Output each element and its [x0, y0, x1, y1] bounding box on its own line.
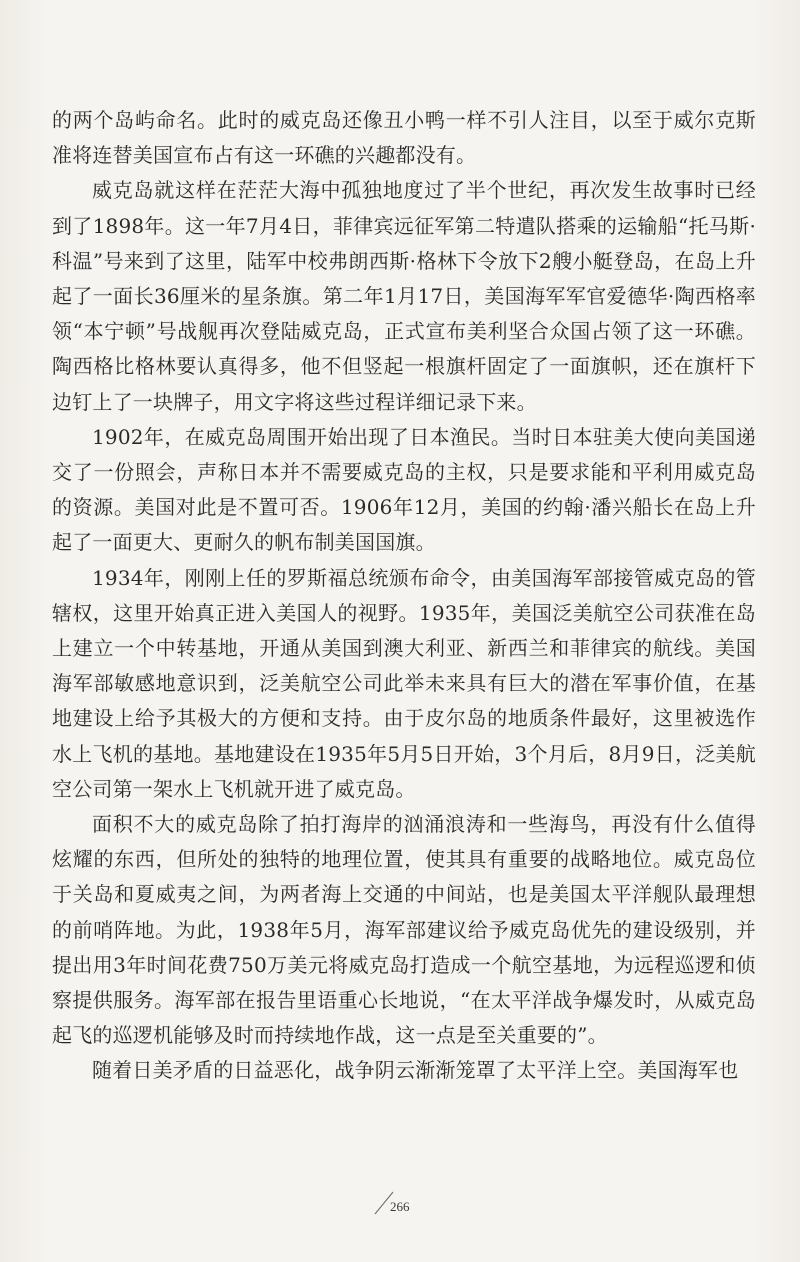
- paragraph: 面积不大的威克岛除了拍打海岸的汹涌浪涛和一些海鸟，再没有什么值得炫耀的东西，但所处的独特的地理位置，使其具有重要的战略地位。威克岛位于关岛和夏威夷之间，为两者海上交通的中间站，也是美国太平洋舰队最理想的前哨阵地。为此，1938年5月，海军部建议给予威克岛优先的建设级别，并提出用3年时间花费750万美元将威克岛打造成一个航空基地，为远程巡逻和侦察提供服务。海军部在报告里语重心长地说，“在太平洋战争爆发时，从威克岛起飞的巡逻机能够及时而持续地作战，这一点是至关重要的”。: [52, 812, 756, 1048]
- paragraph-continued: 的两个岛屿命名。此时的威克岛还像丑小鸭一样不引人注目，以至于威尔克斯准将连替美国宣布占有这一环礁的兴趣都没有。: [52, 108, 756, 168]
- paragraph: 随着日美矛盾的日益恶化，战争阴云渐渐笼罩了太平洋上空。美国海军也: [92, 1058, 739, 1083]
- page-number: 266: [390, 1199, 410, 1214]
- paragraph: 威克岛就这样在茫茫大海中孤独地度过了半个世纪，再次发生故事时已经到了1898年。这一年7月4日，菲律宾远征军第二特遣队搭乘的运输船“托马斯·科温”号来到了这里，陆军中校弗朗西斯·格林下令放下2艘小艇登岛，在岛上升起了一面长36厘米的星条旗。第二年1月17日，美国海军军官爱德华·陶西格率领“本宁顿”号战舰再次登陆威克岛，正式宣布美利坚合众国占领了这一环礁。陶西格比格林要认真得多，他不但竖起一根旗杆固定了一面旗帜，还在旗杆下边钉上了一块牌子，用文字将这些过程详细记录下来。: [52, 178, 756, 414]
- paragraph: 1902年，在威克岛周围开始出现了日本渔民。当时日本驻美大使向美国递交了一份照会，声称日本并不需要威克岛的主权，只是要求能和平利用威克岛的资源。美国对此是不置可否。1906年12月，美国的约翰·潘兴船长在岛上升起了一面更大、更耐久的帆布制美国国旗。: [52, 424, 756, 555]
- body-text: [52, 103, 756, 1089]
- paragraph: 1934年，刚刚上任的罗斯福总统颁布命令，由美国海军部接管威克岛的管辖权，这里开始真正进入美国人的视野。1935年，美国泛美航空公司获准在岛上建立一个中转基地，开通从美国到澳大利亚、新西兰和菲律宾的航线。美国海军部敏感地意识到，泛美航空公司此举未来具有巨大的潜在军事价值，在基地建设上给予其极大的方便和支持。由于皮尔岛的地质条件最好，这里被选作水上飞机的基地。基地建设在1935年5月5日开始，3个月后，8月9日，泛美航空公司第一架水上飞机就开进了威克岛。: [52, 565, 756, 801]
